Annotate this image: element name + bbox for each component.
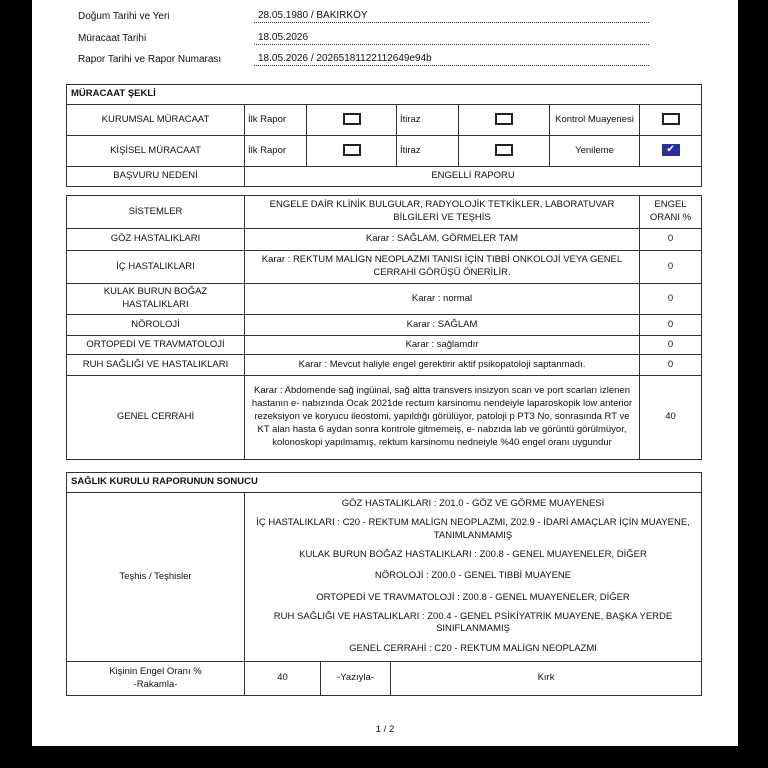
- control-exam-checkbox[interactable]: [662, 113, 680, 125]
- disability-rate-label-sub: -Rakamla-: [133, 678, 178, 690]
- disability-rate-number: 40: [245, 662, 321, 696]
- checkbox-cell: [459, 105, 550, 136]
- result-title: SAĞLIK KURULU RAPORUNUN SONUCU: [67, 473, 702, 493]
- renewal-checkbox-checked-icon[interactable]: ✔: [662, 144, 680, 156]
- report-number-label: Rapor Tarihi ve Rapor Numarası: [78, 54, 222, 65]
- diagnosis-label: Teşhis / Teşhisler: [67, 493, 245, 662]
- result-table: [66, 472, 702, 696]
- findings-header: ENGELE DAİR KLİNİK BULGULAR, RADYOLOJİK TETKİKLER, LABORATUVAR BİLGİLERİ VE TEŞHİS: [245, 196, 640, 229]
- application-reason-value: ENGELLİ RAPORU: [245, 167, 702, 187]
- system-finding: Karar : Abdomende sağ ingüinal, sağ altta transvers insizyon scan ve port scarları izlenen hastanın e- nabızında Ocak 2021de rectum karsinomu nendeiyle laparoskopik low anterior rezeksiyon ve koryucu ileostomi, yapıldığı görülüyor, patoloji p PT3 No, sonrasında RT ve KT alan hasta 6 aydan sonra kontrole gitmemeiş, e- nabzıda lab ve görüntü görülmüyor, kolonoskopi yapılmamış, rektum karsinomu nedneiyle %40 engel oranı uygundur: [245, 376, 640, 460]
- personal-first-report-checkbox[interactable]: [343, 144, 361, 156]
- report-page: [32, 0, 738, 746]
- system-finding: Karar : SAĞLAM: [245, 315, 640, 336]
- system-finding: Karar : Mevcut haliyle engel gerektirir aktif psikopatoloji saptanmadı.: [245, 355, 640, 376]
- application-date-field: [254, 31, 649, 45]
- system-name: NÖROLOJİ: [67, 315, 245, 336]
- application-date-value: 18.05.2026: [258, 32, 309, 43]
- system-rate: 0: [640, 229, 702, 251]
- first-report-label: İlk Rapor: [245, 136, 307, 167]
- institutional-application-label: KURUMSAL MÜRACAAT: [67, 105, 245, 136]
- page-number: 1 / 2: [375, 724, 395, 735]
- diagnosis-item: ORTOPEDİ VE TRAVMATOLOJİ : Z00.8 - GENEL MUAYENELER, DİĞER: [316, 591, 630, 603]
- checkbox-cell: [307, 105, 397, 136]
- system-rate: 0: [640, 336, 702, 355]
- objection-label: İtiraz: [397, 136, 459, 167]
- diagnosis-item: NÖROLOJİ : Z00.0 - GENEL TIBBİ MUAYENE: [374, 570, 572, 582]
- system-rate: 0: [640, 251, 702, 284]
- diagnosis-item: RUH SAĞLIĞI VE HASTALIKLARI : Z00.4 - GENEL PSİKİYATRİK MUAYENE, BAŞKA YERDE SINIFLANMAMIŞ: [273, 611, 673, 635]
- system-rate: 0: [640, 284, 702, 315]
- report-number-field: [254, 52, 649, 66]
- in-words-label: -Yazıyla-: [321, 662, 391, 696]
- rate-header: ENGEL ORANI %: [640, 196, 702, 229]
- application-date-label: Müracaat Tarihi: [78, 33, 147, 44]
- system-finding: Karar : REKTUM MALİGN NEOPLAZMI TANISI İÇİN TIBBİ ONKOLOJİ VEYA GENEL CERRAHİ GÖRÜŞÜ ÖNERİLİR.: [245, 251, 640, 284]
- disability-rate-label: [67, 662, 245, 696]
- system-name: KULAK BURUN BOĞAZ HASTALIKLARI: [67, 284, 245, 315]
- system-name: İÇ HASTALIKLARI: [67, 251, 245, 284]
- personal-objection-checkbox[interactable]: [495, 144, 513, 156]
- system-rate: 0: [640, 355, 702, 376]
- personal-application-label: KİŞİSEL MÜRACAAT: [67, 136, 245, 167]
- diagnosis-item: İÇ HASTALIKLARI : C20 - REKTUM MALİGN NEOPLAZMI, Z02.9 - İDARİ AMAÇLAR İÇİN MUAYENE, TANIMLANMAMIŞ: [256, 517, 690, 541]
- system-name: GENEL CERRAHİ: [67, 376, 245, 460]
- renewal-label: Yenileme: [550, 136, 640, 167]
- diagnosis-list: [245, 493, 702, 662]
- system-name: ORTOPEDİ VE TRAVMATOLOJİ: [67, 336, 245, 355]
- disability-rate-words: Kırk: [391, 662, 702, 696]
- birth-value: 28.05.1980 / BAKIRKÖY: [258, 10, 368, 21]
- application-reason-label: BAŞVURU NEDENİ: [67, 167, 245, 187]
- systems-header: SİSTEMLER: [67, 196, 245, 229]
- application-type-title: MÜRACAAT ŞEKLİ: [67, 85, 702, 105]
- checkbox-cell: [640, 105, 702, 136]
- diagnosis-item: KULAK BURUN BOĞAZ HASTALIKLARI : Z00.8 - GENEL MUAYENELER, DİĞER: [299, 549, 647, 561]
- institutional-objection-checkbox[interactable]: [495, 113, 513, 125]
- application-type-table: [66, 84, 702, 187]
- system-name: RUH SAĞLIĞI VE HASTALIKLARI: [67, 355, 245, 376]
- birth-value-field: [254, 9, 649, 23]
- systems-table: [66, 195, 702, 460]
- objection-label: İtiraz: [397, 105, 459, 136]
- checkbox-cell: [459, 136, 550, 167]
- application-date-row: [78, 31, 638, 47]
- report-number-value: 18.05.2026 / 20265181122112649e94b: [258, 53, 432, 64]
- report-number-row: [78, 52, 638, 68]
- diagnosis-item: GÖZ HASTALIKLARI : Z01.0 - GÖZ VE GÖRME MUAYENESİ: [341, 498, 605, 509]
- institutional-first-report-checkbox[interactable]: [343, 113, 361, 125]
- system-finding: Karar : normal: [245, 284, 640, 315]
- control-exam-label: Kontrol Muayenesi: [550, 105, 640, 136]
- system-finding: Karar : sağlamdır: [245, 336, 640, 355]
- disability-rate-label-line: Kişinin Engel Oranı %: [109, 665, 202, 677]
- checkbox-cell: [640, 136, 702, 167]
- diagnosis-item: GENEL CERRAHİ : C20 - REKTUM MALİGN NEOPLAZMI: [349, 642, 597, 654]
- first-report-label: İlk Rapor: [245, 105, 307, 136]
- birth-row: [78, 9, 638, 25]
- system-rate: 40: [640, 376, 702, 460]
- system-rate: 0: [640, 315, 702, 336]
- system-name: GÖZ HASTALIKLARI: [67, 229, 245, 251]
- birth-label: Doğum Tarihi ve Yeri: [78, 11, 170, 22]
- system-finding: Karar : SAĞLAM, GÖRMELER TAM: [245, 229, 640, 251]
- checkbox-cell: [307, 136, 397, 167]
